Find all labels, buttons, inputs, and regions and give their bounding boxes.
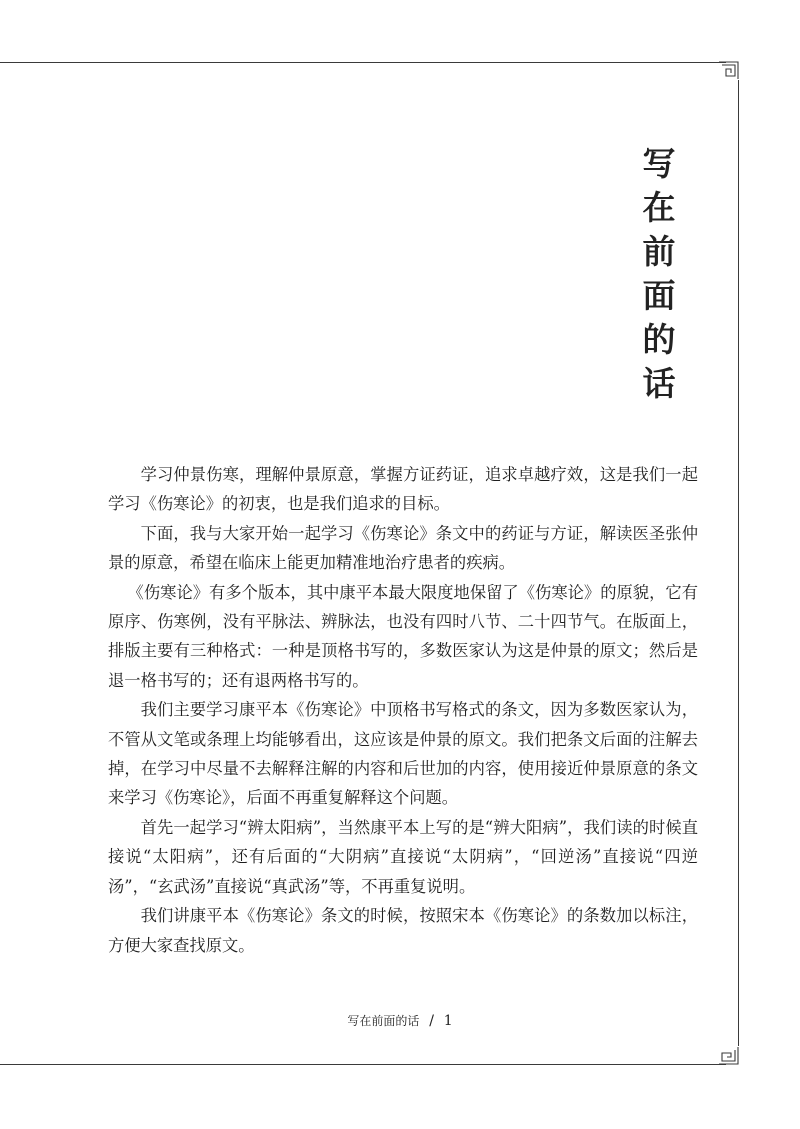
paragraph: 首先一起学习“辨太阳病”，当然康平本上写的是“辨大阳病”，我们读的时候直接说“太阳病”，还有后面的“大阴病”直接说“太阴病”，“回逆汤”直接说“四逆汤”，“玄武汤”直接说“真武汤”等，不再重复说明。 <box>108 817 698 896</box>
paragraph: 我们主要学习康平本《伤寒论》中顶格书写格式的条文，因为多数医家认为，不管从文笔或条理上均能够看出，这应该是仲景的原文。我们把条文后面的注解去掉，在学习中尽量不去解释注解的内容和后世加的内容，使用接近仲景原意的条文来学习《伤寒论》，后面不再重复解释这个问题。 <box>108 700 698 808</box>
corner-ornament-bottom-icon <box>718 1046 740 1068</box>
paragraph: 我们讲康平本《伤寒论》条文的时候，按照宋本《伤寒论》的条数加以标注，方便大家查找原文。 <box>108 906 698 955</box>
page-footer <box>0 1012 800 1029</box>
page-title <box>638 142 680 406</box>
title-char: 写 <box>642 144 676 183</box>
body-text <box>108 460 698 960</box>
title-char: 前 <box>642 232 676 271</box>
frame-bottom-rule <box>0 1064 726 1065</box>
paragraph: 学习仲景伤寒，理解仲景原意，掌握方证药证，追求卓越疗效，这是我们一起学习《伤寒论》的初衷，也是我们追求的目标。 <box>108 465 698 514</box>
title-char: 话 <box>642 364 676 403</box>
frame-top-rule <box>0 62 726 63</box>
corner-ornament-top-icon <box>718 58 740 80</box>
paragraph: 《伤寒论》有多个版本，其中康平本最大限度地保留了《伤寒论》的原貌，它有原序、伤寒例，没有平脉法、辨脉法，也没有四时八节、二十四节气。在版面上，排版主要有三种格式：一种是顶格书写的，多数医家认为这是仲景的原文；然后是退一格书写的；还有退两格书写的。 <box>108 582 698 690</box>
footer-separator: / <box>429 1013 434 1029</box>
title-char: 在 <box>642 188 676 227</box>
running-title: 写在前面的话 <box>347 1014 420 1028</box>
paragraph: 下面，我与大家开始一起学习《伤寒论》条文中的药证与方证，解读医圣张仲景的原意，希望在临床上能更加精准地治疗患者的疾病。 <box>108 523 698 573</box>
title-char: 面 <box>642 276 676 315</box>
page-number: 1 <box>443 1013 453 1029</box>
frame-right-rule <box>738 80 739 1046</box>
title-char: 的 <box>642 320 676 359</box>
